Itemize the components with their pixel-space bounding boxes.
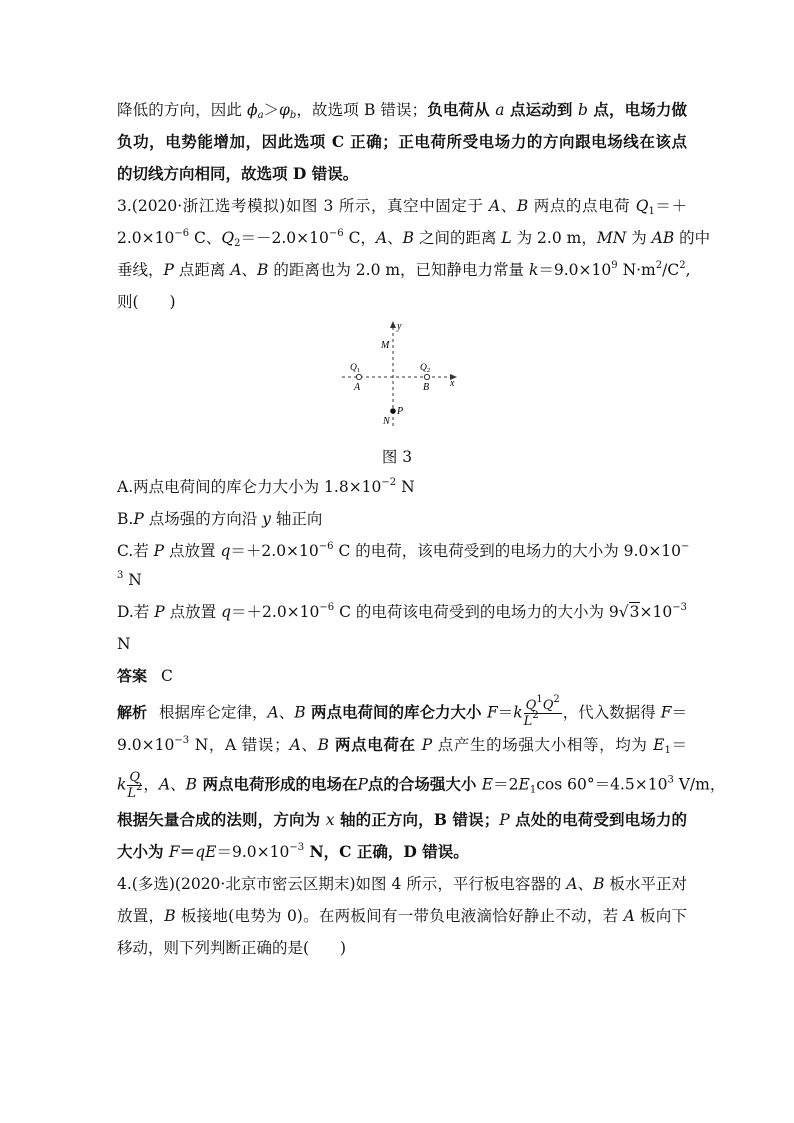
q4-line-1: 4.(多选)(2020·北京市密云区期末)如图 4 所示，平行板电容器的 A、B 板水平正对 xyxy=(117,875,687,893)
q2-label: $Q_2$ xyxy=(420,363,431,374)
field-fraction: $\frac{Q}{L^2}$ xyxy=(127,770,143,801)
point-b-label: B xyxy=(423,382,430,393)
figure-3-diagram xyxy=(330,318,470,430)
q4-line-2: 放置，B 板接地(电势为 0)。在两板间有一带负电液滴恰好静止不动，若 A 板向下 xyxy=(117,907,687,925)
point-p-label: P xyxy=(397,406,404,417)
analysis-line-1: 解析 根据库仑定律，A、B 两点电荷间的库仑力大小 F＝k $\frac{Q^1Q^2}{L^2}$ ，代入数据得 F＝ xyxy=(117,694,687,729)
option-d-line-1: D.若 P 点放置 $q=+2.0\times 10^{-6}$ C 的电荷该电荷受到的电场力的大小为 $9√3\times 10^{-3}$ xyxy=(117,602,687,621)
point-a-label: A xyxy=(354,382,361,393)
analysis-line-3: k $\frac{Q}{L^2}$ ，A、B 两点电荷形成的电场在P点的合场强大小 $E=2E_1\cos$ $60^\circ=4.5\times 10^3$ V/m， xyxy=(117,770,726,801)
prev-analysis-line-3: 的切线方向相同，故选项 D 错误。 xyxy=(117,164,359,183)
option-d-line-2: N xyxy=(117,635,131,653)
prev-analysis-line-1: 降低的方向，因此 $\phi_a>\varphi_b$，故选项 B 错误；负电荷从 a 点运动到 b 点，电场力做 xyxy=(117,100,688,121)
analysis-line-5: 大小为 $F=qE=9.0\times 10^{-3}$ N，C 正确，D 错误。 xyxy=(117,842,469,861)
q3-line-4: 则( ) xyxy=(117,293,176,311)
answer-line xyxy=(117,666,687,686)
coulomb-fraction: $\frac{Q^1Q^2}{L^2}$ xyxy=(523,694,560,729)
q3-line-2: $2.0\times 10^{-6}$ C、$Q_2=-2.0\times 10^{-6}$ C，A、B 之间的距离 L 为 2.0 m，MN 为 AB 的中 xyxy=(117,228,711,249)
x-axis-label: x xyxy=(450,378,455,389)
option-a: A.两点电荷间的库仑力大小为 $1.8\times 10^{-2}$ N xyxy=(117,477,415,496)
option-b: B.P 点场强的方向沿 y 轴正向 xyxy=(117,510,323,528)
answer-label: 答案 xyxy=(117,667,148,685)
option-c-line-2: $^3$ N xyxy=(117,570,142,589)
figure-3-caption: 图 3 xyxy=(381,448,413,466)
option-c-line-1: C.若 P 点放置 $q=+2.0\times 10^{-6}$ C 的电荷，该电荷受到的电场力的大小为 9.0×10− xyxy=(117,541,690,560)
answer-value: C xyxy=(161,667,173,685)
q3-line-1: 3.(2020·浙江选考模拟)如图 3 所示，真空中固定于 A、B 两点的点电荷 $Q_1=+$ xyxy=(117,197,687,217)
point-m-label: M xyxy=(381,340,390,351)
q1-label: $Q_1$ xyxy=(350,363,361,374)
analysis-line-2: $9.0\times 10^{-3}$ N，A 错误；A、B 两点电荷在 P 点产生的场强大小相等，均为 $E_1=$ xyxy=(117,735,687,756)
y-axis-label: y xyxy=(397,321,402,332)
point-n-label: N xyxy=(383,416,390,427)
q3-line-3: 垂线，P 点距离 A、B 的距离也为 2.0 m，已知静电力常量 $k=9.0\times 10^9$ $N\cdot m^2/C^2$, xyxy=(117,260,691,279)
q4-line-3: 移动，则下列判断正确的是( ) xyxy=(117,939,347,957)
prev-analysis-line-2: 负功，电势能增加，因此选项 C 正确；正电荷所受电场力的方向跟电场线在该点 xyxy=(117,132,687,151)
analysis-line-4: 根据矢量合成的法则，方向为 x 轴的正方向，B 错误；P 点处的电荷受到电场力的 xyxy=(117,810,687,829)
